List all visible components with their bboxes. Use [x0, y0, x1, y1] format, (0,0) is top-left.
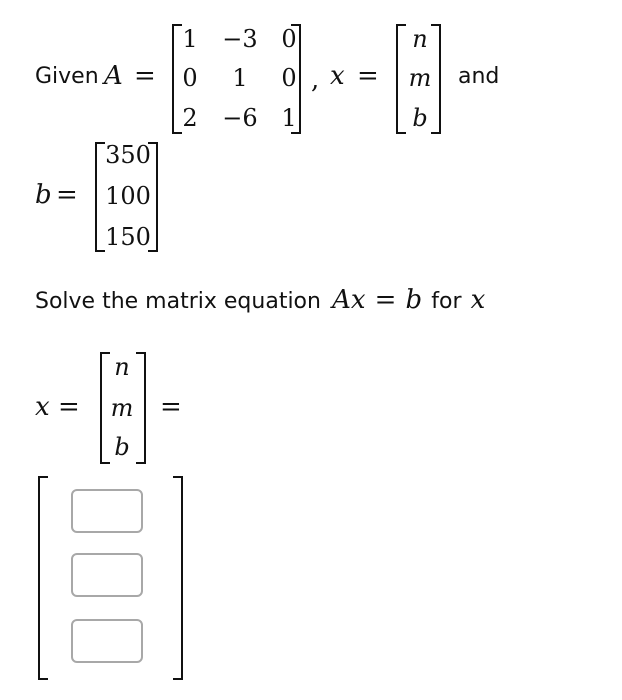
- answer-input-n[interactable]: [71, 489, 143, 533]
- instruction-equals: =: [374, 285, 397, 315]
- instruction: [35, 287, 485, 317]
- instruction-matrix-a: A: [332, 285, 351, 315]
- answer-input-b[interactable]: [71, 619, 143, 663]
- vector-b-entry: 100: [105, 182, 151, 210]
- matrix-a-cell: −3: [222, 25, 258, 53]
- instruction-target: x: [470, 285, 486, 315]
- equals-sign: =: [58, 392, 80, 422]
- vector-b-name: b: [35, 180, 52, 210]
- equals-sign: =: [160, 392, 182, 422]
- answer-vector-entry: b: [114, 433, 130, 461]
- vector-x-name: x: [330, 61, 345, 91]
- vector-x-entry: m: [408, 64, 432, 92]
- answer-vector-entry: n: [114, 353, 130, 381]
- vector-x-entry: n: [412, 25, 428, 53]
- instruction-for: for: [431, 289, 462, 314]
- matrix-a-cell: 0: [281, 25, 297, 53]
- equals-sign: =: [357, 61, 379, 91]
- vector-b-entry: 150: [105, 223, 151, 251]
- matrix-a-name: A: [104, 61, 123, 91]
- instruction-lead: Solve the matrix equation: [35, 289, 321, 314]
- matrix-a-cell: 1: [182, 25, 198, 53]
- given-label: Given: [35, 64, 99, 89]
- matrix-a-cell: 2: [182, 104, 198, 132]
- matrix-a-cell: 1: [281, 104, 297, 132]
- answer-input-m[interactable]: [71, 553, 143, 597]
- matrix-a-cell: 0: [281, 64, 297, 92]
- matrix-a-cell: 0: [182, 64, 198, 92]
- equals-sign: =: [134, 61, 156, 91]
- vector-b-entry: 350: [105, 141, 151, 169]
- answer-lhs: x: [35, 392, 50, 422]
- equals-sign: =: [56, 180, 78, 210]
- instruction-vector-b: b: [405, 285, 423, 315]
- comma: ,: [311, 65, 320, 95]
- vector-x-entry: b: [412, 104, 428, 132]
- matrix-a-cell: 1: [232, 64, 248, 92]
- instruction-vector-x: x: [350, 285, 366, 315]
- matrix-a-cell: −6: [222, 104, 258, 132]
- answer-vector-entry: m: [110, 394, 134, 422]
- answer-matrix-left-bracket: [38, 476, 48, 680]
- answer-matrix-right-bracket: [173, 476, 183, 680]
- and-label: and: [458, 64, 500, 89]
